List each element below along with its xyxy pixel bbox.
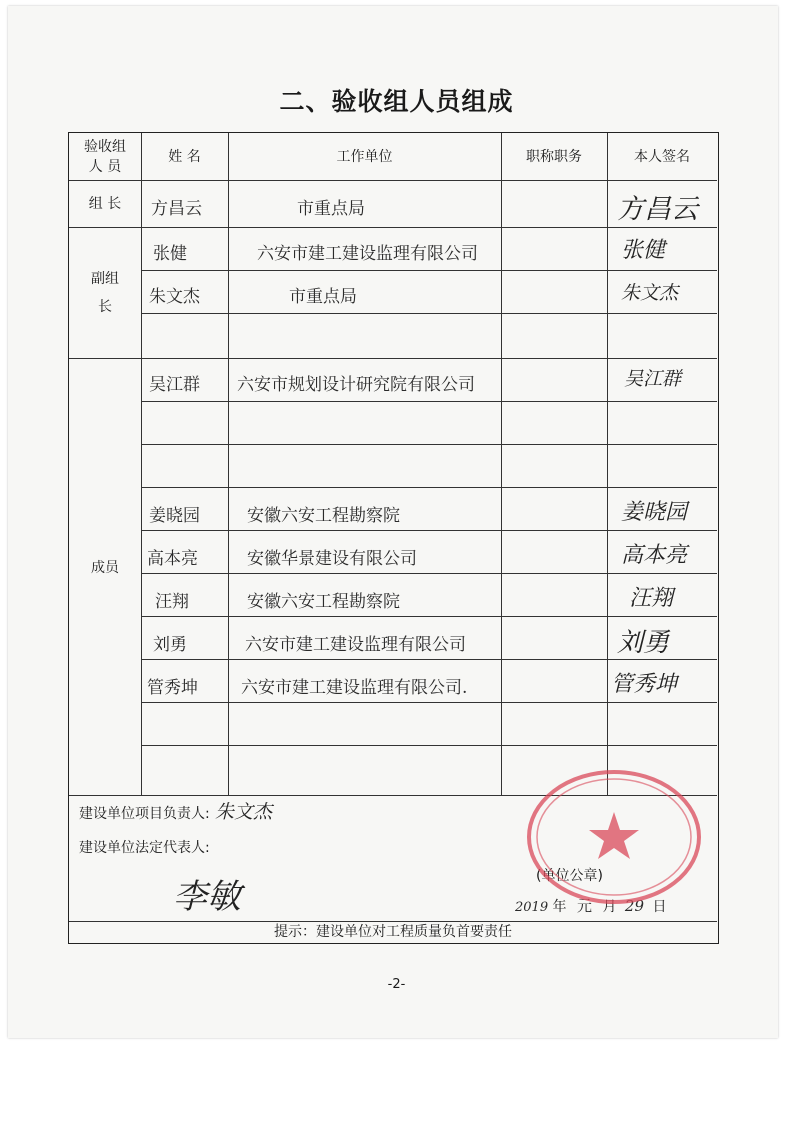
row-divider [141, 313, 717, 314]
header-name: 姓 名 [168, 148, 201, 165]
column-divider [607, 133, 608, 795]
seal-star-icon [589, 812, 639, 859]
member-signature: 汪翔 [629, 586, 674, 611]
row-divider [141, 444, 717, 445]
vice-leader-unit: 六安市建工建设监理有限公司 [257, 244, 478, 264]
project-lead-signature: 朱文杰 [215, 801, 273, 823]
row-divider [141, 659, 717, 660]
member-name: 管秀坤 [147, 678, 198, 698]
vice-leader-unit: 市重点局 [289, 287, 357, 307]
date-day: 29 [624, 897, 645, 915]
vice-leader-signature: 张健 [621, 238, 666, 263]
member-unit: 六安市规划设计研究院有限公司 [237, 375, 475, 395]
seal-label: (单位公章) [536, 868, 603, 884]
legal-rep-label: 建设单位法定代表人: [79, 840, 210, 856]
member-signature: 管秀坤 [611, 672, 678, 697]
leader-signature: 方昌云 [617, 194, 698, 225]
legal-rep-signature: 李敏 [173, 877, 241, 917]
header-signature: 本人签名 [634, 148, 690, 165]
leader-name: 方昌云 [151, 199, 202, 219]
group-vice-label: 副组长 [91, 271, 119, 315]
member-signature: 吴江群 [624, 368, 682, 390]
row-divider [141, 702, 717, 703]
date-year: 2019 [515, 900, 549, 915]
project-lead-label: 建设单位项目负责人: [79, 806, 210, 822]
member-unit: 六安市建工建设监理有限公司. [241, 678, 468, 698]
row-divider [141, 401, 717, 402]
member-name: 刘勇 [153, 635, 187, 655]
column-divider [228, 133, 229, 795]
member-signature: 刘勇 [617, 628, 670, 658]
member-name: 姜晓园 [149, 506, 200, 526]
header-position: 职称职务 [526, 148, 582, 165]
month-unit: 月 [602, 899, 617, 915]
page-number: -2- [387, 977, 406, 992]
column-divider [141, 133, 142, 795]
member-name: 吴江群 [149, 375, 200, 395]
row-divider [141, 573, 717, 574]
column-divider [501, 133, 502, 795]
leader-unit: 市重点局 [297, 199, 365, 219]
group-member-label: 成员 [91, 559, 119, 576]
header-role: 验收组人 员 [84, 139, 126, 175]
year-unit: 年 [552, 899, 567, 915]
row-divider [141, 745, 717, 746]
row-divider [141, 616, 717, 617]
group-leader-label: 组 长 [88, 195, 122, 212]
official-seal-icon [525, 768, 703, 906]
vice-leader-name: 朱文杰 [149, 287, 200, 307]
member-unit: 安徽六安工程勘察院 [247, 592, 400, 612]
row-divider [141, 530, 717, 531]
row-divider [69, 358, 717, 359]
day-unit: 日 [652, 899, 667, 915]
page-title: 二、验收组人员组成 [279, 87, 514, 116]
row-divider [141, 270, 717, 271]
date-month: 元 [577, 897, 593, 915]
header-unit: 工作单位 [336, 148, 393, 165]
row-divider [69, 227, 717, 228]
member-unit: 安徽华景建设有限公司 [247, 549, 417, 569]
vice-leader-name: 张健 [153, 244, 187, 264]
row-divider [141, 487, 717, 488]
member-signature: 姜晓园 [621, 500, 688, 525]
member-name: 汪翔 [155, 592, 189, 612]
vice-leader-signature: 朱文杰 [621, 282, 679, 304]
member-unit: 六安市建工建设监理有限公司 [245, 635, 466, 655]
row-divider [69, 180, 717, 181]
member-name: 高本亮 [147, 549, 198, 569]
member-signature: 高本亮 [621, 543, 688, 568]
tip-text: 提示：建设单位对工程质量负首要责任 [274, 924, 512, 940]
member-unit: 安徽六安工程勘察院 [247, 506, 400, 526]
